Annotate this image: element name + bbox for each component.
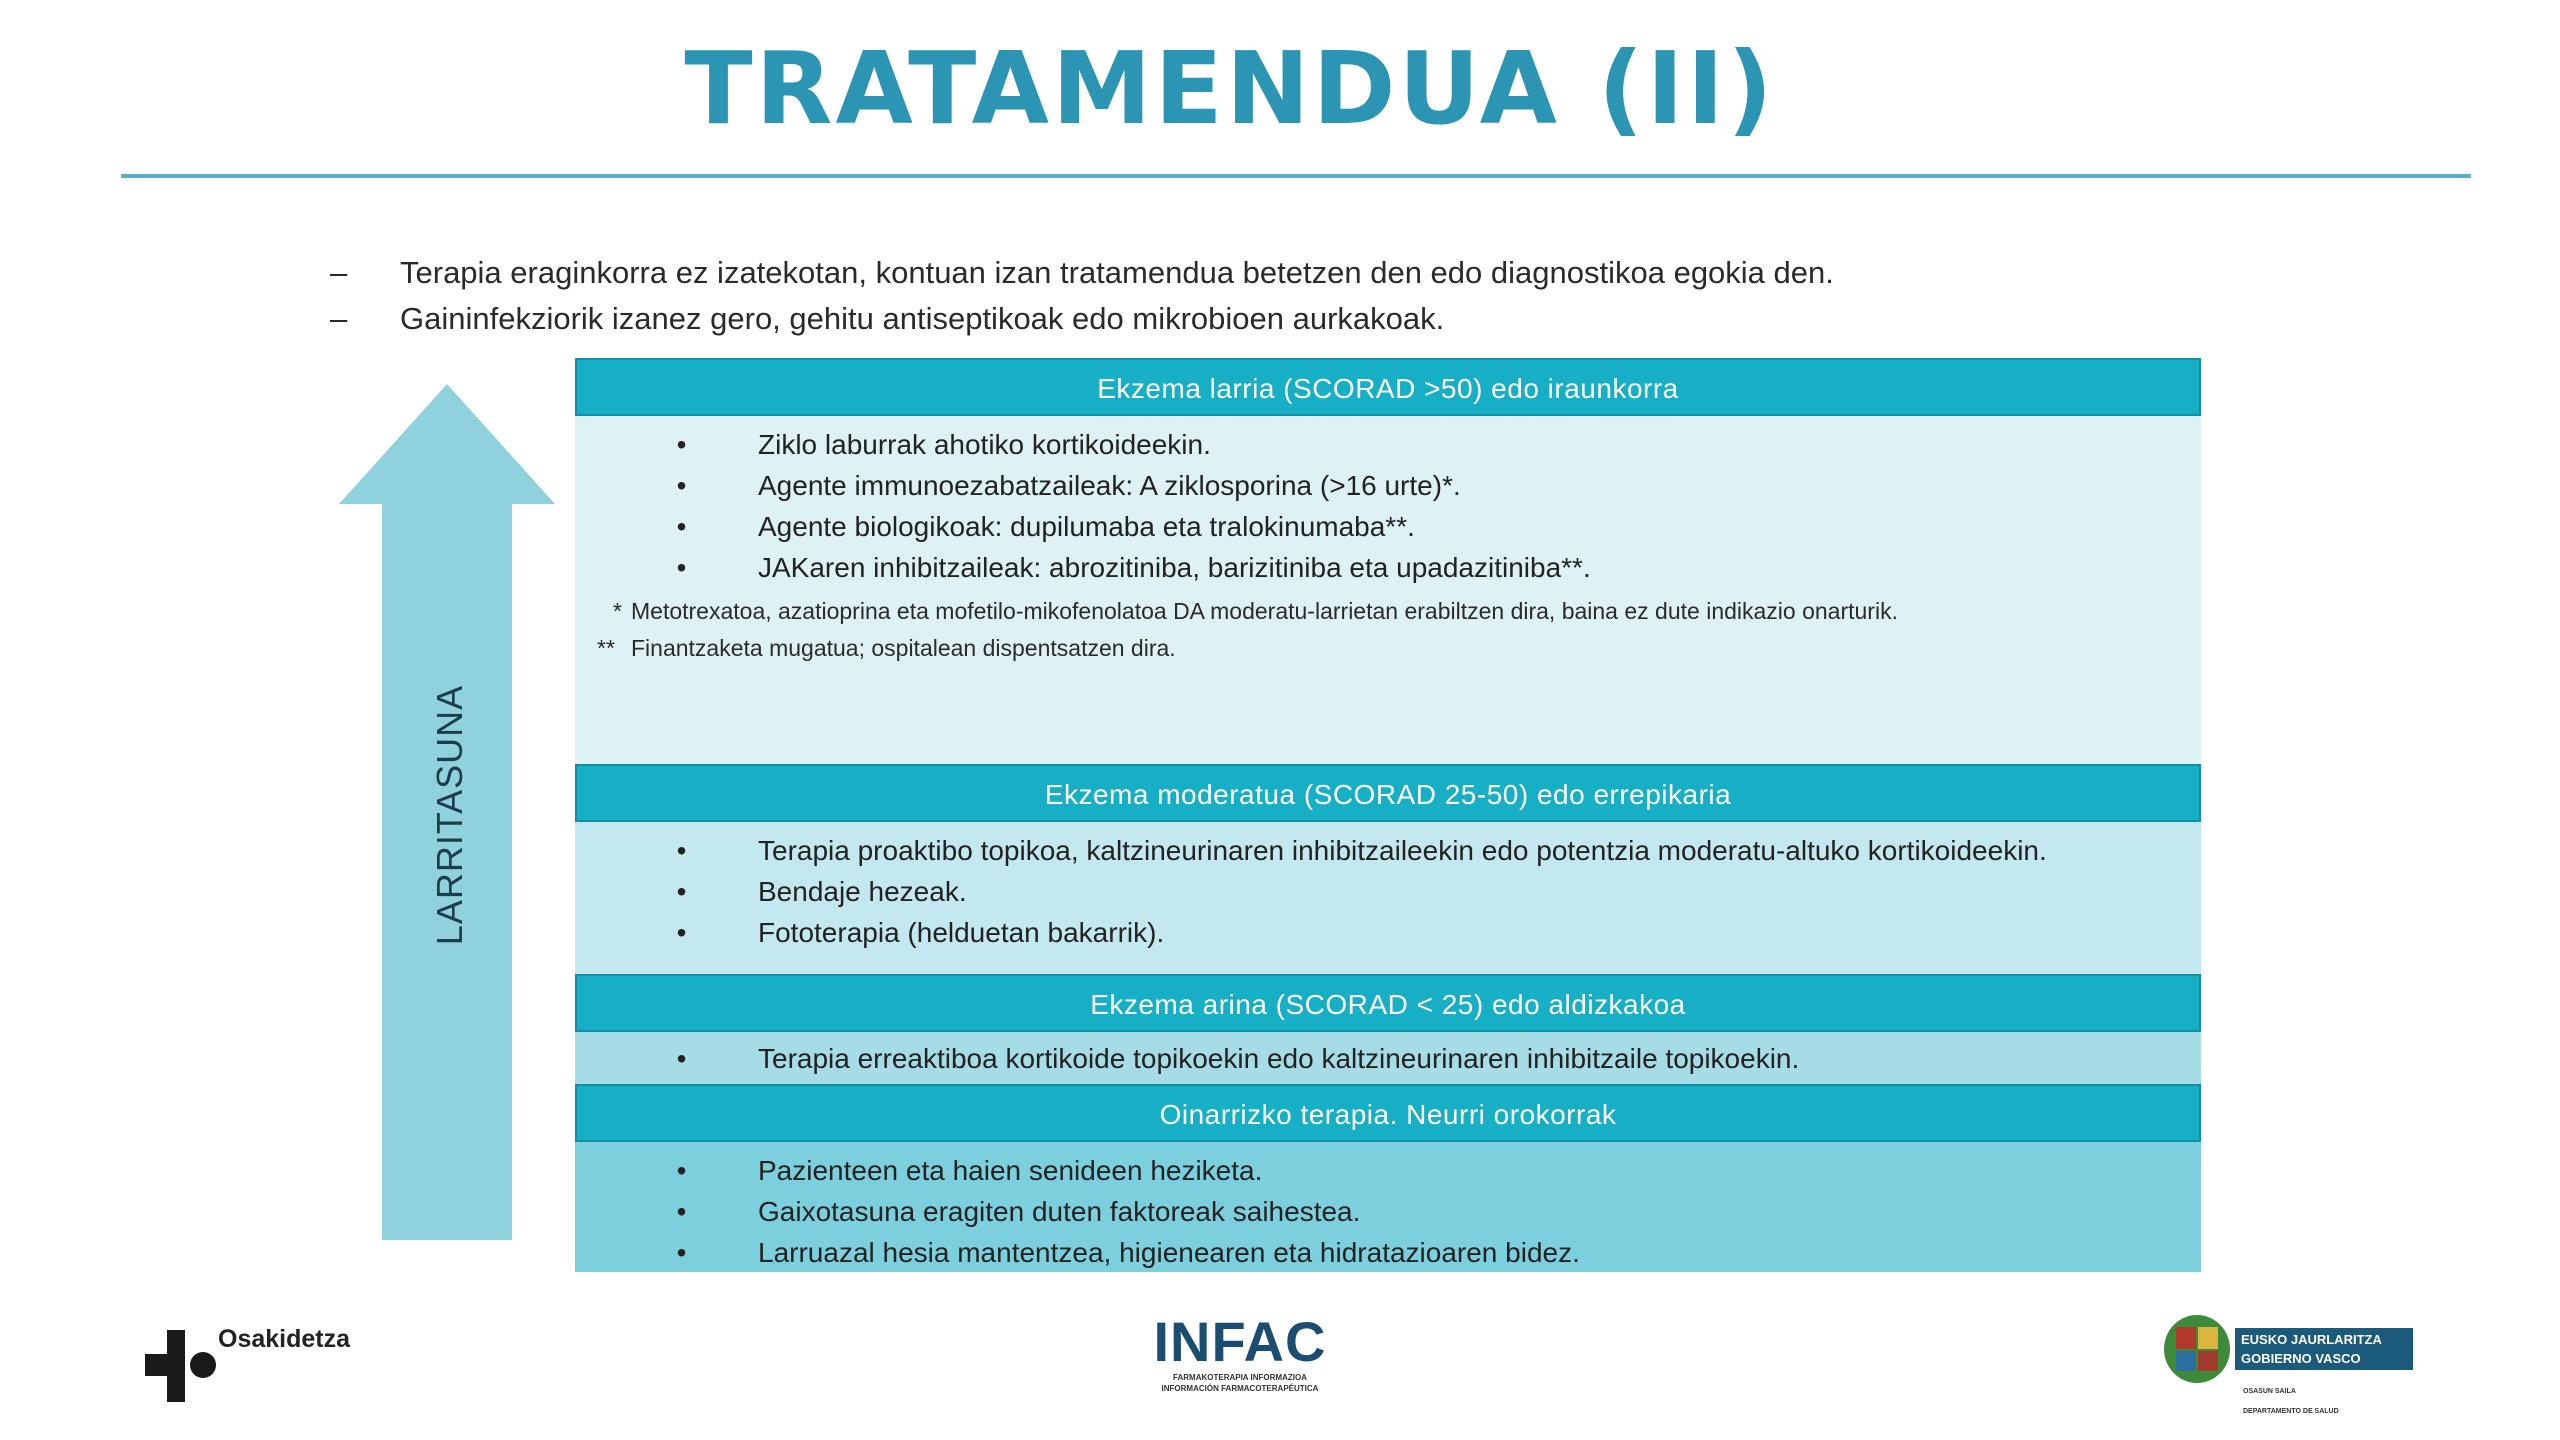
treatment-pyramid [575, 358, 2201, 1272]
ej-line: EUSKO JAURLARITZA [2241, 1332, 2382, 1347]
level-body-moderate [575, 822, 2201, 974]
list-item-text: Pazienteen eta haien senideen heziketa. [758, 1155, 1263, 1186]
bullet: • [676, 1237, 687, 1268]
bullet: • [676, 876, 687, 907]
list-item-text: Gaixotasuna eragiten duten faktoreak saihestea. [758, 1196, 1361, 1227]
list-item [595, 1232, 2181, 1273]
bullet: • [676, 511, 687, 542]
list-item [595, 871, 2181, 912]
footnote-mark: * [613, 598, 622, 624]
list-item-text: Fototerapia (helduetan bakarrik). [758, 917, 1165, 948]
infac-subtitle: INFORMACIÓN FARMACOTERAPÉUTICA [1161, 1384, 1319, 1393]
footnote-text: Metotrexatoa, azatioprina eta mofetilo-mikofenolatoa DA moderatu-larrietan erabiltzen dira, baina ez dute indikazio onarturik. [631, 598, 1898, 624]
bullet: • [676, 1155, 687, 1186]
list-item [595, 830, 2181, 871]
dash-marker: – [330, 255, 348, 290]
infac-subtitle: FARMAKOTERAPIA INFORMAZIOA [1173, 1373, 1307, 1382]
bullet: • [676, 1196, 687, 1227]
list-item-text: Bendaje hezeak. [758, 876, 967, 907]
list-item-text: Terapia proaktibo topikoa, kaltzineurinaren inhibitzaileekin edo potentzia moderatu-altuko kortikoideekin. [758, 835, 2047, 866]
ej-line: GOBIERNO VASCO [2241, 1351, 2361, 1366]
footnote [595, 633, 2181, 664]
bullet: • [676, 917, 687, 948]
bullet: • [676, 835, 687, 866]
list-item-text: Ziklo laburrak ahotiko kortikoideekin. [758, 429, 1211, 460]
bullet: • [676, 429, 687, 460]
footnote-text: Finantzaketa mugatua; ospitalean dispentsatzen dira. [631, 635, 1176, 661]
list-item-text: Larruazal hesia mantentzea, higienearen eta hidratazioaren bidez. [758, 1237, 1580, 1268]
infac-logo [1130, 1312, 1350, 1394]
axis-label: LARRITASUNA [429, 684, 470, 946]
list-item [595, 1150, 2181, 1191]
level-body-mild [575, 1032, 2201, 1084]
bullet: • [676, 1043, 687, 1074]
list-item-text: JAKaren inhibitzaileak: abrozitiniba, barizitiniba eta upadazitiniba**. [758, 552, 1591, 583]
bullet: • [676, 552, 687, 583]
list-item [595, 1191, 2181, 1232]
dash-marker: – [330, 301, 348, 336]
ej-sub-line: OSASUN SAILA [2243, 1388, 2296, 1395]
slide-title: TRATAMENDUA (II) [684, 30, 1776, 147]
list-item-text: Terapia erreaktiboa kortikoide topikoekin edo kaltzineurinaren inhibitzaile topikoekin. [758, 1043, 1800, 1074]
intro-item [330, 250, 2330, 296]
basque-government-emblem-icon [2162, 1313, 2232, 1385]
infac-wordmark: INFAC [1153, 1310, 1327, 1373]
intro-list [330, 250, 2330, 342]
footnote-mark: ** [597, 635, 615, 661]
level-header-moderate: Ekzema moderatua (SCORAD 25-50) edo errepikaria [575, 764, 2201, 822]
osakidetza-logo-icon [145, 1330, 225, 1405]
list-item [595, 547, 2181, 588]
basque-government-label [2235, 1328, 2413, 1370]
intro-text: Gaininfekziorik izanez gero, gehitu antiseptikoak edo mikrobioen aurkakoak. [400, 301, 1445, 336]
list-item-text: Agente biologikoak: dupilumaba eta tralokinumaba**. [758, 511, 1415, 542]
health-department-label [2243, 1382, 2339, 1422]
list-item-text: Agente immunoezabatzaileak: A ziklosporina (>16 urte)*. [758, 470, 1461, 501]
level-header-mild: Ekzema arina (SCORAD < 25) edo aldizkakoa [575, 974, 2201, 1032]
intro-item [330, 296, 2330, 342]
level-body-basic [575, 1142, 2201, 1272]
bullet: • [676, 470, 687, 501]
list-item [595, 1038, 2181, 1079]
list-item [595, 465, 2181, 506]
intro-text: Terapia eraginkorra ez izatekotan, kontuan izan tratamendua betetzen den edo diagnostikoa egokia den. [400, 255, 1834, 290]
osakidetza-logo-text: Osakidetza [218, 1325, 351, 1353]
footnote [595, 596, 2181, 627]
list-item [595, 912, 2181, 953]
level-header-basic: Oinarrizko terapia. Neurri orokorrak [575, 1084, 2201, 1142]
title-divider [121, 174, 2471, 178]
level-header-severe: Ekzema larria (SCORAD >50) edo iraunkorra [575, 358, 2201, 416]
list-item [595, 506, 2181, 547]
list-item [595, 424, 2181, 465]
ej-sub-line: DEPARTAMENTO DE SALUD [2243, 1408, 2339, 1415]
level-body-severe [575, 416, 2201, 764]
